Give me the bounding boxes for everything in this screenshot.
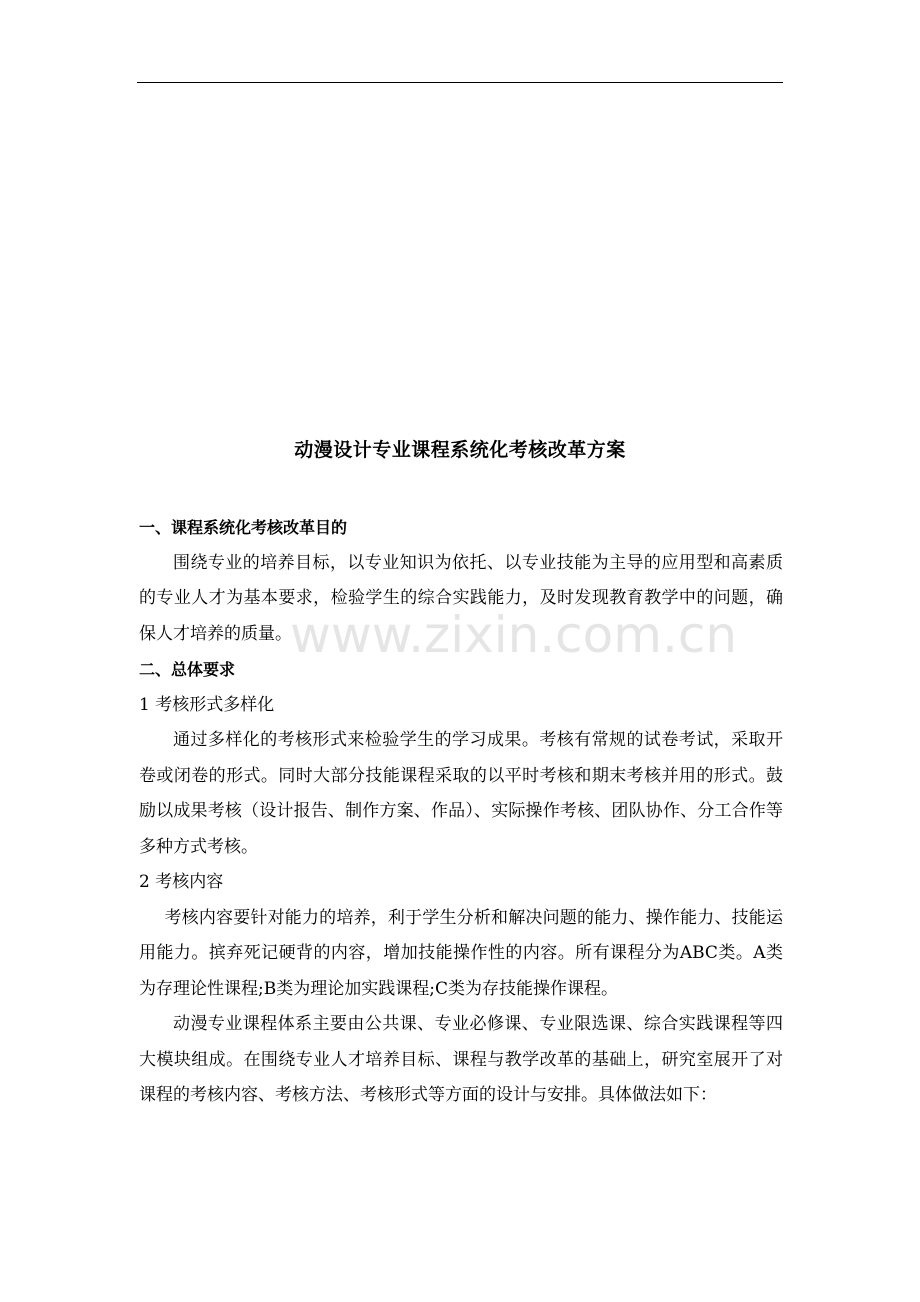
subheading-assessment-content: 2 考核内容 <box>139 872 224 892</box>
document-title: 动漫设计专业课程系统化考核改革方案 <box>294 439 626 461</box>
watermark: www.zixin.com.cn <box>290 606 738 664</box>
paragraph-course-system: 动漫专业课程体系主要由公共课、专业必修课、专业限选课、综合实践课程等四大模块组成。在围绕专业人才培养目标、课程与教学改革的基础上，研究室展开了对课程的考核内容、考核方法、考核形式等方面的设计与安排。具体做法如下： <box>139 1014 783 1105</box>
header-rule <box>137 82 783 83</box>
section-heading-requirements: 二、总体要求 <box>139 660 236 679</box>
paragraph-purpose: 围绕专业的培养目标，以专业知识为依托、以专业技能为主导的应用型和高素质的专业人才为基本要求，检验学生的综合实践能力，及时发现教育教学中的问题，确保人才培养的质量。 <box>139 552 783 644</box>
paragraph-assessment-content: 考核内容要针对能力的培养，利于学生分析和解决问题的能力、操作能力、技能运用能力。摈弃死记硬背的内容，增加技能操作性的内容。所有课程分为ABC类。A类为存理论性课程;B类为理论加实践课程;C类为存技能操作课程。 <box>139 907 783 999</box>
document-body <box>139 510 783 1114</box>
section-heading-purpose: 一、课程系统化考核改革目的 <box>139 518 348 537</box>
subheading-assessment-forms: 1 考核形式多样化 <box>139 694 275 715</box>
paragraph-assessment-forms: 通过多样化的考核形式来检验学生的学习成果。考核有常规的试卷考试，采取开卷或闭卷的形式。同时大部分技能课程采取的以平时考核和期末考核并用的形式。鼓励以成果考核（设计报告、制作方案、作品）、实际操作考核、团队协作、分工合作等多种方式考核。 <box>139 730 783 857</box>
